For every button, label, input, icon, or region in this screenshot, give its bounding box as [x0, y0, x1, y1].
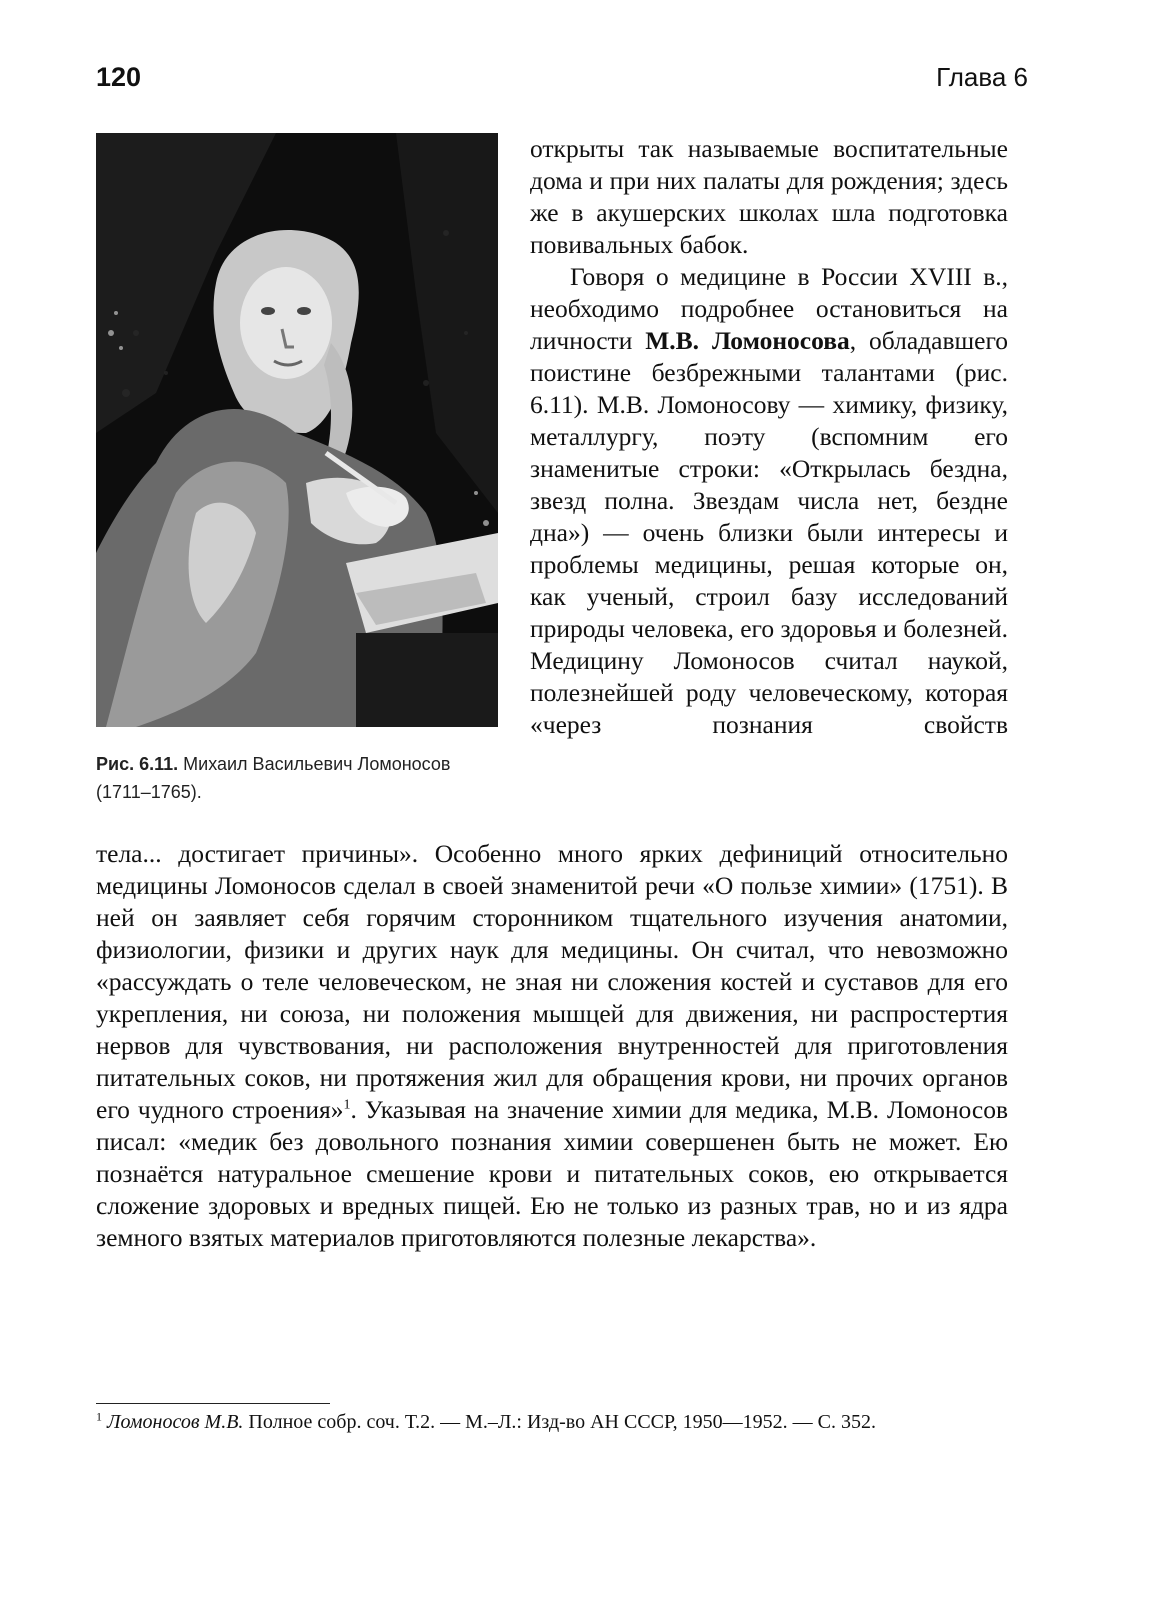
figure-caption: [96, 750, 506, 806]
footnote-text: Полное собр. соч. Т.2. — М.–Л.: Изд-во АН СССР, 1950—1952. — С. 352.: [248, 1411, 876, 1433]
paragraph-2-full: [96, 838, 1008, 1254]
caption-years: (1711–1765).: [96, 782, 202, 802]
paragraph-2-lead: Говоря о медицине в России XVIII в., необходимо подробнее остановиться на личности: [530, 262, 1008, 355]
full-width-text: [96, 838, 1008, 1254]
portrait-image: [96, 133, 498, 727]
chapter-title: Глава 6: [936, 62, 1028, 92]
footnote-author: Ломоносов М.В.: [107, 1411, 244, 1433]
page-header: [96, 62, 1028, 98]
footnote-divider: [96, 1403, 330, 1404]
page-number: 120: [96, 62, 142, 92]
portrait-figure: [96, 133, 498, 727]
footnote-reference[interactable]: 1: [343, 1097, 351, 1113]
caption-text: Михаил Васильевич Ломоносов: [183, 754, 451, 774]
footnote: [96, 1408, 1008, 1436]
paragraph-2-body: тела... достигает причины». Особенно много ярких дефиниций относительно медицины Ломоносов сделал в своей знаменитой речи «О пользе химии» (1751). В ней он заявляет себя горячим сторонником тщательного изучения анатомии, физиологии, физики и других наук для медицины. Он считал, что невозможно «рассуждать о теле человеческом, не зная ни сложения костей и суставов для его укрепления, ни союза, ни положения мышцей для движения, ни распростертия нервов для чувствования, ни расположения внутренностей для приготовления питательных соков, ни протяжения жил для обращения крови, ни прочих органов его чудного строения»: [96, 839, 1008, 1124]
paragraph-1: открыты так называемые воспитательные дома и при них палаты для рождения; здесь же в акушерских школах шла подготовка повивальных бабок.: [530, 134, 1008, 259]
caption-label: Рис. 6.11.: [96, 754, 179, 774]
lomonosov-name: М.В. Ломоносова: [645, 326, 850, 355]
paragraph-2-start: [530, 261, 1008, 773]
paragraph-2-continuation: , обладавшего поистине безбрежными талантами (рис. 6.11). М.В. Ломоносову — химику, физику, металлургу, поэту (вспомним его знаменитые строки: «Открылась бездна, звезд полна. Звездам числа нет, бездне дна») — очень близки были интересы и проблемы медицины, решая которые он, как ученый, строил базу исследований природы человека, его здоровья и болезней. Медицину Ломоносов считал наукой, полезнейшей роду человеческому, которая «через познания свойств: [530, 326, 1009, 739]
footnote-marker: 1: [96, 1409, 102, 1424]
right-column-text: [530, 133, 1008, 773]
paragraph-2-end: . Указывая на значение химии для медика, М.В. Ломоносов писал: «медик без довольного познания химии совершенен быть не может. Ею познаётся натуральное смешение крови и питательных соков, ею открывается сложение здоровых и вредных пищей. Ею не только из разных трав, но и из ядра земного взятых материалов приготовляются полезные лекарства».: [96, 1095, 1008, 1252]
